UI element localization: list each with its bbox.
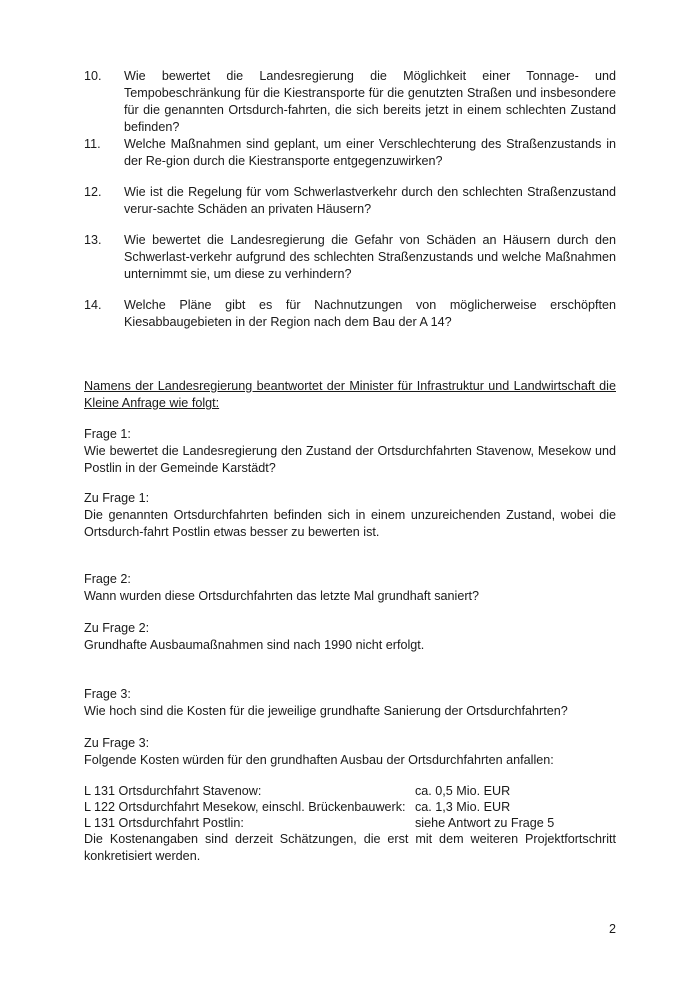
question-number: 13. bbox=[84, 233, 102, 247]
frage-3-text: Wie hoch sind die Kosten für die jeweilige grundhafte Sanierung der Ortsdurchfahrten? bbox=[84, 704, 568, 718]
cost-label: L 131 Ortsdurchfahrt Postlin: bbox=[84, 816, 244, 830]
frage-1-label: Frage 1: bbox=[84, 427, 131, 441]
cost-row-stavenow bbox=[84, 783, 616, 800]
question-14 bbox=[84, 297, 616, 331]
question-text: Welche Pläne gibt es für Nachnutzungen von möglicherweise erschöpften Kiesabbaugebieten in der Region nach dem Bau der A 14? bbox=[124, 298, 616, 329]
zu-frage-2-text: Grundhafte Ausbaumaßnahmen sind nach 1990 nicht erfolgt. bbox=[84, 638, 425, 652]
cost-row-postlin bbox=[84, 815, 616, 832]
cost-label: L 122 Ortsdurchfahrt Mesekow, einschl. Brückenbauwerk: bbox=[84, 800, 406, 814]
frage-1-text: Wie bewertet die Landesregierung den Zustand der Ortsdurchfahrten Stavenow, Mesekow und Postlin in der Gemeinde Karstädt? bbox=[84, 444, 616, 475]
question-12 bbox=[84, 184, 616, 218]
frage-3-label: Frage 3: bbox=[84, 687, 131, 701]
cost-value: siehe Antwort zu Frage 5 bbox=[415, 816, 555, 830]
answer-intro: Namens der Landesregierung beantwortet der Minister für Infrastruktur und Landwirtschaft die Kleine Anfrage wie folgt: bbox=[84, 379, 616, 410]
question-11 bbox=[84, 136, 616, 170]
question-number: 14. bbox=[84, 298, 102, 312]
zu-frage-3-label: Zu Frage 3: bbox=[84, 736, 150, 750]
question-13 bbox=[84, 232, 616, 283]
frage-2-label: Frage 2: bbox=[84, 572, 131, 586]
question-10 bbox=[84, 68, 616, 136]
question-text: Wie ist die Regelung für vom Schwerlastverkehr durch den schlechten Straßenzustand verur-sachte Schäden an privaten Häusern? bbox=[124, 185, 616, 216]
question-text: Wie bewertet die Landesregierung die Gefahr von Schäden an Häusern durch den Schwerlast-verkehr aufgrund des schlechten Straßenzustands und welche Maßnahmen unternimmt sie, um diese zu verhindern? bbox=[124, 233, 616, 281]
page-number: 2 bbox=[608, 922, 616, 936]
question-text: Welche Maßnahmen sind geplant, um einer Verschlechterung des Straßenzustands in der Re-gion durch die Kiestransporte entgegenzuwirken? bbox=[124, 137, 616, 168]
question-number: 10. bbox=[84, 69, 102, 83]
cost-value: ca. 1,3 Mio. EUR bbox=[415, 800, 511, 814]
cost-value: ca. 0,5 Mio. EUR bbox=[415, 784, 511, 798]
question-number: 11. bbox=[84, 137, 101, 151]
zu-frage-1-text: Die genannten Ortsdurchfahrten befinden sich in einem unzureichenden Zustand, wobei die Ortsdurch-fahrt Postlin etwas besser zu bewerten ist. bbox=[84, 508, 616, 539]
cost-label: L 131 Ortsdurchfahrt Stavenow: bbox=[84, 784, 262, 798]
question-text: Wie bewertet die Landesregierung die Möglichkeit einer Tonnage- und Tempobeschränkung für die Kiestransporte für die genutzten Straßen und insbesondere für die genannten Ortsdurch-fahrten, die sich bereits jetzt in einem schlechten Zustand befinden? bbox=[124, 69, 616, 134]
cost-note: Die Kostenangaben sind derzeit Schätzungen, die erst mit dem weiteren Projektfortschritt konkretisiert werden. bbox=[84, 832, 616, 863]
cost-row-mesekow bbox=[84, 799, 616, 816]
question-number: 12. bbox=[84, 185, 102, 199]
zu-frage-2-label: Zu Frage 2: bbox=[84, 621, 150, 635]
zu-frage-3-text: Folgende Kosten würden für den grundhaften Ausbau der Ortsdurchfahrten anfallen: bbox=[84, 753, 554, 767]
zu-frage-1-label: Zu Frage 1: bbox=[84, 491, 150, 505]
frage-2-text: Wann wurden diese Ortsdurchfahrten das letzte Mal grundhaft saniert? bbox=[84, 589, 480, 603]
